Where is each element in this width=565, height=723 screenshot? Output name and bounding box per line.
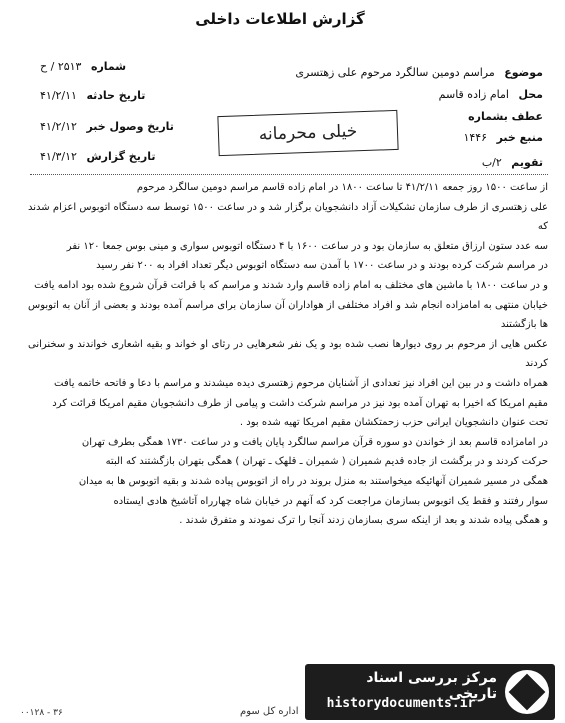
body-line: در امامزاده قاسم بعد از خواندن دو سوره قرآن مراسم سالگرد پایان یافت و در ساعت ۱۷۳۰ همگی بطرف تهران xyxy=(81,436,548,448)
subject-value: مراسم دومین سالگرد مرحوم علی زهتسری xyxy=(295,66,495,79)
incident-date-label: تاریخ حادثه xyxy=(86,89,146,102)
source-field xyxy=(463,131,543,144)
incident-date-value: ۴۱/۲/۱۱ xyxy=(40,89,77,102)
body-line: و همگی پیاده شدند و بعد از اینکه سری بسازمان زدند آنجا را ترک نمودند و متفرق شدند . xyxy=(179,515,548,527)
report-body xyxy=(28,178,548,531)
body-line: در مراسم شرکت کرده بودند و در ساعت ۱۷۰۰ با آمدن سه دستگاه اتوبوس دیگر تعداد افراد به ۲۰۰ نفر رسید xyxy=(96,260,548,272)
receipt-date-label: تاریخ وصول خبر xyxy=(86,120,174,133)
incident-date-field xyxy=(40,89,145,102)
body-line: تحت عنوان دانشجویان ایرانی حزب زحمتکشان مقیم امریکا تهیه شده بود . xyxy=(239,417,548,429)
report-title: گزارش اطلاعات داخلی xyxy=(195,10,365,28)
number-label: شماره xyxy=(90,60,127,73)
source-value: ۱۴۴۶ xyxy=(463,131,488,144)
body-line: و در ساعت ۱۸۰۰ با ماشین های مختلف به امام زاده قاسم وارد شدند و مراسم که با قرائت قرآن شروع شده بود ادامه یافت xyxy=(34,279,548,291)
subject-field xyxy=(295,66,543,79)
reference-field xyxy=(468,110,543,123)
source-label: منبع خبر xyxy=(496,131,543,144)
archive-logo-icon xyxy=(505,670,549,714)
document-code: ۰۰۱۲۸ - ۳۶ xyxy=(20,708,63,718)
report-date-value: ۴۱/۳/۱۲ xyxy=(40,150,77,163)
archive-watermark xyxy=(305,664,555,720)
report-date-label: تاریخ گزارش xyxy=(86,150,156,163)
rating-value: ۲/ب xyxy=(481,156,502,169)
body-line: سه عدد ستون ارزاق متعلق به سازمان بود و در ساعت ۱۶۰۰ با ۴ دستگاه اتوبوس سواری و مینی بوس جمعا ۱۲۰ نفر xyxy=(66,240,548,252)
rating-field xyxy=(482,156,543,169)
location-value: امام زاده قاسم xyxy=(438,88,509,101)
rating-label: تقویم xyxy=(511,156,543,169)
footer-note: اداره کل سوم xyxy=(240,706,299,717)
body-line: علی زهتسری از طرف سازمان تشکیلات آزاد دانشجویان برگزار شد و در ساعت ۱۵۰۰ توسط سه دستگاه اتوبوس اعزام شدند که xyxy=(28,201,548,233)
body-line: مقیم امریکا که اخیرا به تهران آمده بود نیز در مراسم شرکت داشت و پیامی از طرف دانشجویان مقیم امریکا قرائت کرد xyxy=(52,397,548,409)
classification-stamp: خیلی محرمانه xyxy=(217,110,398,156)
body-line: از ساعت ۱۵۰۰ روز جمعه ۴۱/۲/۱۱ تا ساعت ۱۸۰۰ در امام زاده قاسم مراسم دومین سالگرد مرحوم xyxy=(136,182,548,193)
body-line: همگی در مسیر شمیران آنهائیکه میخواستند به منزل بروند در راه از اتوبوس پیاده شدند و بقیه اتوبوس ها به میدان xyxy=(78,475,548,487)
body-line: عکس هایی از مرحوم بر روی دیوارها نصب شده بود و یک نفر شعرهایی در رثای او خواند و بقیه اشعاری خواندند و سخنرانی کردند xyxy=(28,338,548,370)
number-field xyxy=(40,60,126,73)
body-line: حرکت کردند و در برگشت از جاده قدیم شمیران ( شمیران ـ قلهک ـ تهران ) همگی بتهران بازگشتند که البته xyxy=(105,456,548,468)
number-value: ۲۵۱۳ / ح xyxy=(40,60,82,73)
body-line: خیابان منتهی به امامزاده انجام شد و افراد مختلفی از هواداران آن سازمان برای مراسم آمده بودند و بعضی از آنان به اتوبوس ها بازگشتند xyxy=(28,299,548,331)
location-field xyxy=(439,88,543,101)
watermark-org-name: مرکز بررسی اسناد تاریخی xyxy=(366,670,497,702)
body-line: همراه داشت و در بین این افراد نیز تعدادی از آشنایان مرحوم زهتسری دیده میشدند و مراسم با دعا و فاتحه خاتمه یافت xyxy=(54,377,548,389)
receipt-date-field xyxy=(40,120,174,133)
body-line: سوار رفتند و فقط یک اتوبوس بسازمان مراجعت کرد که آنهم در خیابان شاه چهارراه آتاشیخ هادی ایستاده xyxy=(113,495,548,507)
receipt-date-value: ۴۱/۲/۱۲ xyxy=(40,120,77,133)
header-divider xyxy=(30,174,548,175)
subject-label: موضوع xyxy=(504,66,543,79)
watermark-url: historydocuments.ir xyxy=(326,696,476,711)
location-label: محل xyxy=(518,88,543,101)
reference-label: عطف بشماره xyxy=(468,110,543,123)
report-date-field xyxy=(40,150,155,163)
